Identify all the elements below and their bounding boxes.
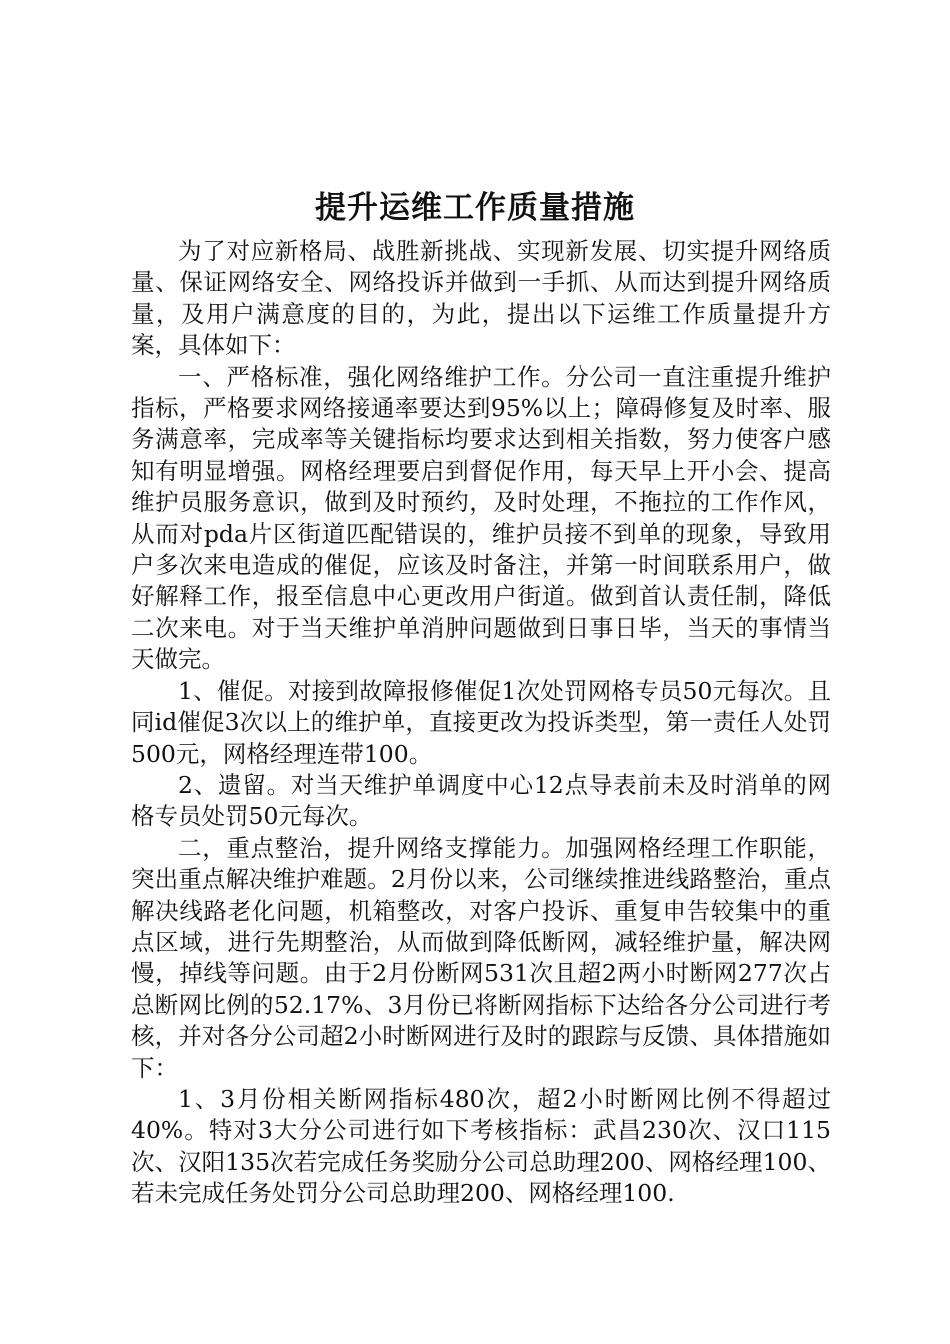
paragraph-section-1: 一、严格标准，强化网络维护工作。分公司一直注重提升维护指标，严格要求网络接通率要达到95%以上；障碍修复及时率、服务满意率，完成率等关键指标均要求达到相关指数，努力使客户感知有明显增强。网格经理要启到督促作用，每天早上开小会、提高维护员服务意识，做到及时预约，及时处理，不拖拉的工作作风，从而对pda片区街道匹配错误的，维护员接不到单的现象，导致用户多次来电造成的催促，应该及时备注，并第一时间联系用户，做好解释工作，报至信息中心更改用户街道。做到首认责任制，降低二次来电。对于当天维护单消肿问题做到日事日毕，当天的事情当天做完。 (131, 362, 831, 674)
paragraph-item-urge: 1、催促。对接到故障报修催促1次处罚网格专员50元每次。且同id催促3次以上的维护单，直接更改为投诉类型，第一责任人处罚500元，网格经理连带100。 (131, 676, 831, 768)
paragraph-item-leftover: 2、遗留。对当天维护单调度中心12点导表前未及时消单的网格专员处罚50元每次。 (131, 770, 831, 831)
document-body (131, 236, 831, 1210)
paragraph-intro: 为了对应新格局、战胜新挑战、实现新发展、切实提升网络质量、保证网络安全、网络投诉并做到一手抓、从而达到提升网络质量，及用户满意度的目的，为此，提出以下运维工作质量提升方案，具体如下： (131, 237, 831, 360)
paragraph-item-march-targets: 1、3月份相关断网指标480次，超2小时断网比例不得超过40%。特对3大分公司进行如下考核指标：武昌230次、汉口115次、汉阳135次若完成任务奖励分公司总助理200、网格经理100、若未完成任务处罚分公司总助理200、网格经理100. (131, 1084, 831, 1208)
document-title: 提升运维工作质量措施 (315, 190, 635, 226)
paragraph-section-2: 二，重点整治，提升网络支撑能力。加强网格经理工作职能，突出重点解决维护难题。2月份以来，公司继续推进线路整治，重点解决线路老化问题，机箱整改，对客户投诉、重复申告较集中的重点区域，进行先期整治，从而做到降低断网，减轻维护量，解决网慢，掉线等问题。由于2月份断网531次且超2两小时断网277次占总断网比例的52.17%、3月份已将断网指标下达给各分公司进行考核，并对各分公司超2小时断网进行及时的跟踪与反馈、具体措施如下： (131, 833, 831, 1082)
